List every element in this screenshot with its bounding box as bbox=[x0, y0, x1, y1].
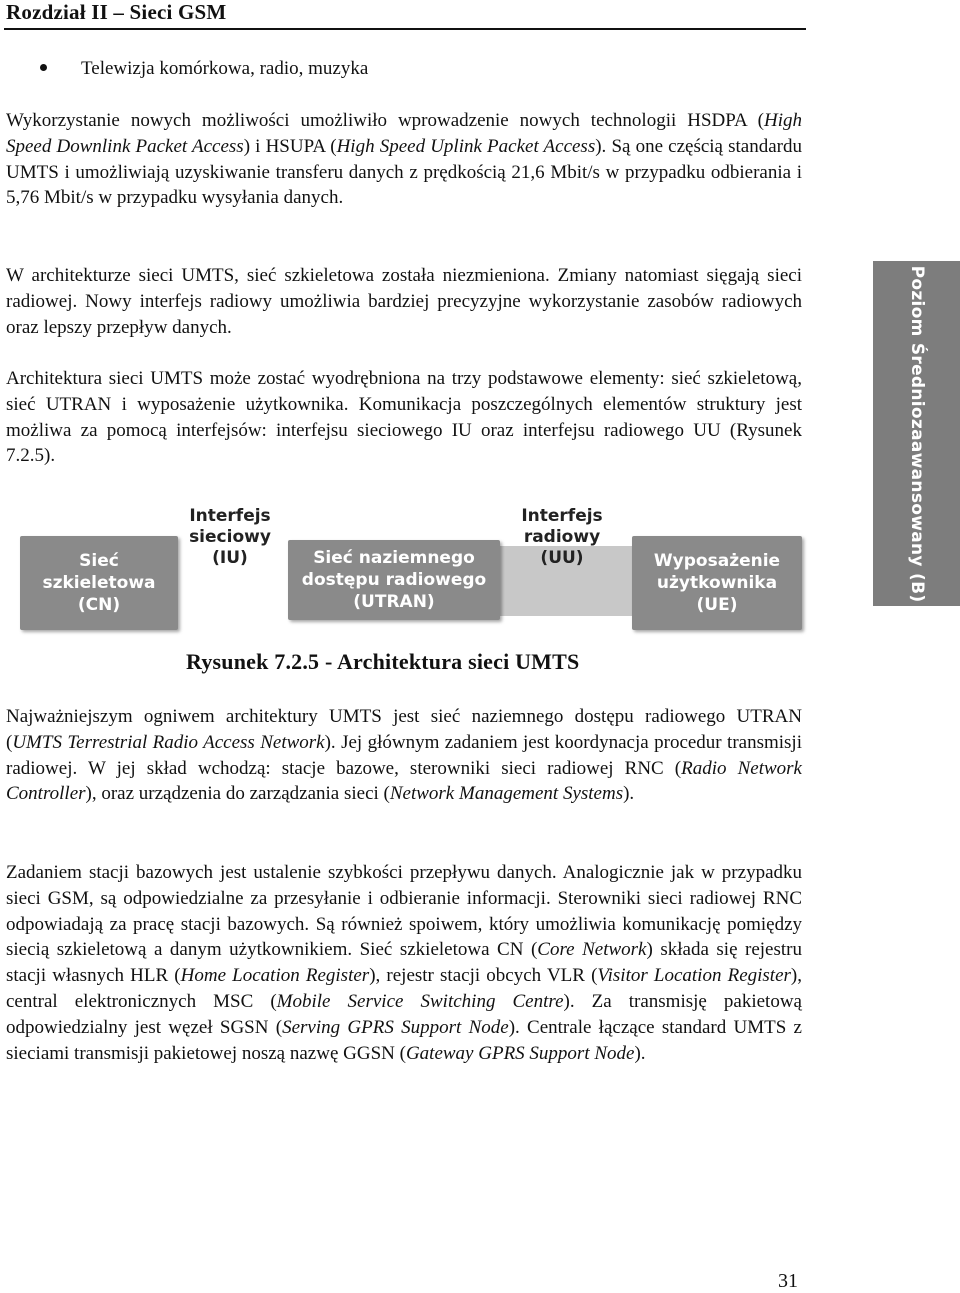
italic-term: Mobile Service Switching Centre bbox=[276, 990, 564, 1012]
paragraph-utran bbox=[6, 704, 802, 807]
level-side-tab bbox=[873, 261, 960, 606]
level-side-tab-text: Poziom Średniozaawansowany (B) bbox=[906, 265, 927, 602]
bullet-item bbox=[40, 58, 368, 80]
bullet-item-text: Telewizja komórkowa, radio, muzyka bbox=[81, 58, 369, 79]
text-run: ). Są one częścią standardu UMTS i umożliwiają uzyskiwanie transferu danych z prędkością 21,6 Mbit/s w przypadku odbierania i 5,76 Mbit/s w przypadku wysyłania danych. bbox=[6, 135, 802, 209]
text-run: ), oraz urządzenia do zarządzania sieci ( bbox=[85, 783, 390, 805]
italic-term: Home Location Register bbox=[180, 965, 370, 987]
italic-term: High Speed Downlink Packet Access bbox=[6, 110, 802, 157]
paragraph-umts-elements bbox=[6, 366, 802, 469]
text-run: ). Jej głównym zadaniem jest koordynacja procedur transmisji radiowej. W jej skład wchodzą: stacje bazowe, sterowniki sieci radiowej RNC ( bbox=[6, 731, 802, 779]
text-run: ), rejestr stacji obcych VLR ( bbox=[369, 965, 598, 987]
interface-iu-label: Interfejs sieciowy (IU) bbox=[189, 506, 271, 568]
umts-architecture-diagram bbox=[20, 498, 816, 648]
text-run: Wykorzystanie nowych możliwości umożliwiło wprowadzenie nowych technologii HSDPA ( bbox=[6, 110, 764, 131]
italic-term: Serving GPRS Support Node bbox=[282, 1016, 509, 1038]
text-run: ) i HSUPA ( bbox=[243, 135, 337, 157]
text-run: Zadaniem stacji bazowych jest ustalenie szybkości przepływu danych. Analogicznie jak w przypadku sieci GSM, są odpowiedzialne za przesyłanie i odbieranie informacji. Sterowniki sieci radiowej RNC odpowiadają za pracę stacji bazowych. Są również spoiwem, który umożliwia komunikację pomiędzy siecią szkieletową a danym użytkownikiem. Sieć szkieletowa CN ( bbox=[6, 862, 802, 961]
box-core-network bbox=[20, 536, 178, 630]
text-run: W architekturze sieci UMTS, sieć szkieletowa została niezmieniona. Zmiany natomiast sięgają sieci radiowej. Nowy interfejs radiowy umożliwia bardziej precyzyjne wykorzystanie zasobów radiowych oraz lepszy przepływ danych. bbox=[6, 265, 802, 338]
header-divider bbox=[4, 28, 806, 30]
text-run: ). Za transmisję pakietową odpowiedzialny jest węzeł SGSN ( bbox=[6, 990, 802, 1038]
text-run: ). Centrale łączące standard UMTS z sieciami transmisji pakietowej noszą nazwę GGSN ( bbox=[6, 1016, 802, 1064]
text-run: ). bbox=[623, 783, 635, 805]
box-core-network-label: Sieć szkieletowa (CN) bbox=[42, 551, 156, 615]
figure-caption: Rysunek 7.2.5 - Architektura sieci UMTS bbox=[186, 649, 580, 674]
interface-uu-label: Interfejs radiowy (UU) bbox=[521, 506, 603, 568]
italic-term: Radio Network Controller bbox=[6, 757, 802, 805]
italic-term: Network Management Systems bbox=[389, 783, 624, 805]
italic-term: Gateway GPRS Support Node bbox=[405, 1042, 635, 1064]
chapter-header-title: Rozdział II – Sieci GSM bbox=[6, 0, 227, 24]
italic-term: High Speed Uplink Packet Access bbox=[336, 135, 596, 157]
italic-term: Visitor Location Register bbox=[597, 965, 791, 987]
italic-term: UMTS Terrestrial Radio Access Network bbox=[12, 731, 325, 753]
text-run: ), central elektronicznych MSC ( bbox=[6, 965, 802, 1012]
text-run: ). bbox=[634, 1042, 646, 1064]
text-run: Najważniejszym ogniwem architektury UMTS jest sieć naziemnego dostępu radiowego UTRAN ( bbox=[6, 706, 802, 753]
paragraph-hsdpa-hsupa bbox=[6, 108, 802, 211]
text-run: Architektura sieci UMTS może zostać wyodrębniona na trzy podstawowe elementy: sieć szkieletową, sieć UTRAN i wyposażenie użytkownika. Komunikacja poszczególnych elementów struktury jest możliwa za pomocą interfejsów: interfejsu sieciowego IU oraz interfejsu radiowego UU (Rysunek 7.2.5). bbox=[6, 368, 802, 467]
box-utran-label: Sieć naziemnego dostępu radiowego (UTRAN) bbox=[301, 548, 487, 612]
bullet-dot-icon bbox=[40, 64, 47, 71]
italic-term: Core Network bbox=[537, 939, 647, 961]
box-utran bbox=[288, 540, 500, 620]
box-user-equipment-label: Wyposażenie użytkownika (UE) bbox=[653, 551, 781, 615]
paragraph-umts-architecture bbox=[6, 263, 802, 340]
text-run: ) składa się rejestru stacji własnych HLR ( bbox=[6, 939, 802, 987]
box-user-equipment bbox=[632, 536, 802, 630]
paragraph-base-stations bbox=[6, 860, 802, 1066]
page-number: 31 bbox=[778, 1270, 798, 1292]
